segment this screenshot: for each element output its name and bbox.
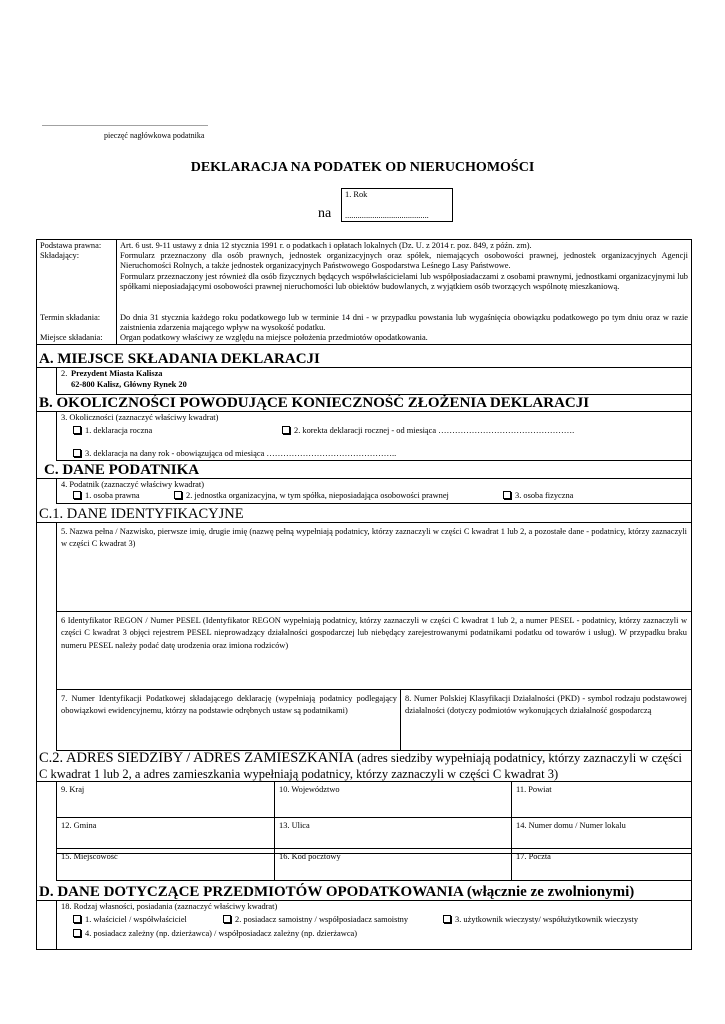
office-address: 62-800 Kalisz, Główny Rynek 20: [71, 380, 187, 389]
stamp-label: pieczęć nagłówkowa podatnika: [104, 131, 205, 140]
option-annual-label: 1. deklaracja roczna: [85, 426, 153, 435]
regon-pesel-field[interactable]: [56, 611, 692, 690]
option-independent-holder[interactable]: [223, 915, 408, 925]
pkd-field[interactable]: [400, 689, 692, 751]
postal-code-field[interactable]: [274, 848, 512, 881]
county-label: 11. Powiat: [516, 785, 552, 794]
skladajacy-text-1: Formularz przeznaczony dla osób prawnych, jednostek organizacyjnych oraz spółek, niemających osobowości prawnej, jednostek organizacyjnych Agencji Nieruchomości Rolnych, a także jednostek organizacyjnych Państwowego Gospodarstwa Leśnego Lasy Państwowe.: [120, 251, 688, 271]
miejsce-text: Organ podatkowy właściwy ze względu na miejsce położenia przedmiotów opodatkowania.: [120, 333, 428, 342]
skladajacy-label: Składający:: [40, 251, 80, 260]
voivodeship-label: 10. Województwo: [279, 785, 340, 794]
circumstances-field: [56, 411, 692, 461]
nip-label: 7. Numer Identyfikacji Podatkowej składającego deklarację (wypełniają podatnicy podlegający obowiązkowi ewidencyjnemu, którzy na podstawie odrębnych ustaw są podatnikami): [61, 694, 397, 715]
option-perpetual-user[interactable]: [443, 915, 638, 925]
section-a-title: A. MIEJSCE SKŁADANIA DEKLARACJI: [39, 351, 320, 367]
podstawa-label: Podstawa prawna:: [40, 241, 102, 250]
option-dependent-holder[interactable]: [73, 929, 357, 939]
year-field[interactable]: [341, 188, 453, 222]
option-organizational-unit-label: 2. jednostka organizacyjna, w tym spółka, nieposiadająca osobowości prawnej: [186, 491, 449, 500]
checkbox-icon[interactable]: [174, 491, 182, 499]
office-field: [56, 367, 692, 395]
section-b-title: B. OKOLICZNOŚCI POWODUJĄCE KONIECZNOŚĆ ZŁOŻENIA DEKLARACJI: [39, 395, 590, 411]
section-c1-title: C.1. DANE IDENTYFIKACYJNE: [39, 506, 244, 522]
miejsce-label: Miejsce składania:: [40, 333, 103, 342]
option-owner-label: 1. właściciel / współwłaściciel: [85, 915, 187, 924]
ownership-field: [56, 900, 692, 950]
option-current-year[interactable]: [73, 449, 396, 459]
podstawa-text: Art. 6 ust. 9-11 ustawy z dnia 12 stycznia 1991 r. o podatkach i opłatach lokalnych (Dz. U. z 2014 r. poz. 849, z późn. zm).: [120, 241, 532, 250]
option-annual[interactable]: [73, 426, 152, 436]
circumstances-label: 3. Okoliczności (zaznaczyć właściwy kwadrat): [61, 413, 219, 422]
section-c-title: C. DANE PODATNIKA: [44, 462, 200, 478]
termin-label: Termin składania:: [40, 313, 101, 322]
checkbox-icon[interactable]: [503, 491, 511, 499]
option-legal-person-label: 1. osoba prawna: [85, 491, 140, 500]
checkbox-icon[interactable]: [73, 426, 81, 434]
pkd-label: 8. Numer Polskiej Klasyfikacji Działalności (PKD) - symbol rodzaju podstawowej działalności (dotyczy podmiotów wykonujących działalność gospodarczą: [405, 694, 687, 715]
option-organizational-unit[interactable]: [174, 491, 449, 501]
checkbox-icon[interactable]: [73, 929, 81, 937]
info-divider: [116, 239, 117, 344]
checkbox-icon[interactable]: [282, 426, 290, 434]
section-c2-note-1: (adres siedziby wypełniają podatnicy, którzy zaznaczyli w części: [357, 751, 682, 765]
option-correction[interactable]: [282, 426, 574, 436]
checkbox-icon[interactable]: [443, 915, 451, 923]
country-label: 9. Kraj: [61, 785, 85, 794]
country-field[interactable]: [56, 781, 275, 818]
year-field-label: 1. Rok: [345, 190, 368, 199]
section-d-title: D. DANE DOTYCZĄCE PRZEDMIOTÓW OPODATKOWANIA (włącznie ze zwolnionymi): [39, 884, 635, 900]
office-name: Prezydent Miasta Kalisza: [71, 369, 163, 378]
regon-pesel-label: 6 Identyfikator REGON / Numer PESEL (Identyfikator REGON wypełniają podatnicy, którzy zaznaczyli w części C kwadrat 1 lub 2, a numer PESEL - podatnicy, którzy zaznaczyli w części C kwadrat 3 objęci rejestrem PESEL nieprowadzący działalności gospodarczej lub niebędący zarejestrowanymi podatnikami podatku od towarów i usług). W przypadku braku numeru PESEL należy podać datę urodzenia oraz imiona rodziców): [61, 616, 687, 650]
divider: [36, 344, 692, 345]
full-name-field[interactable]: [56, 522, 692, 612]
checkbox-icon[interactable]: [73, 491, 81, 499]
taxpayer-type-field: [56, 478, 692, 504]
section-c2-title-main: C.2. ADRES SIEDZIBY / ADRES ZAMIESZKANIA: [39, 750, 354, 766]
city-field[interactable]: [56, 848, 275, 881]
option-perpetual-user-label: 3. użytkownik wieczysty/ współużytkownik wieczysty: [455, 915, 639, 924]
page-title: DEKLARACJA NA PODATEK OD NIERUCHOMOŚCI: [190, 160, 535, 175]
nip-field[interactable]: [56, 689, 401, 751]
option-independent-holder-label: 2. posiadacz samoistny / współposiadacz samoistny: [235, 915, 409, 924]
post-office-label: 17. Poczta: [516, 852, 551, 861]
ownership-label: 18. Rodzaj własności, posiadania (zaznaczyć właściwy kwadrat): [61, 902, 278, 911]
checkbox-icon[interactable]: [73, 915, 81, 923]
taxpayer-type-label: 4. Podatnik (zaznaczyć właściwy kwadrat): [61, 480, 205, 489]
street-label: 13. Ulica: [279, 821, 310, 830]
option-correction-label: 2. korekta deklaracji rocznej - od miesiąca ………………………………………….: [294, 426, 575, 435]
option-natural-person[interactable]: [503, 491, 573, 501]
house-number-label: 14. Numer domu / Numer lokalu: [516, 821, 626, 830]
option-natural-person-label: 3. osoba fizyczna: [515, 491, 574, 500]
year-prefix: na: [318, 206, 332, 221]
post-office-field[interactable]: [511, 848, 692, 881]
section-c2-note-2: C kwadrat 1 lub 2, a adres zamieszkania wypełniają podatnicy, którzy zaznaczyli w części C kwadrat 3): [39, 767, 559, 781]
section-c2-title: [39, 750, 689, 766]
voivodeship-field[interactable]: [274, 781, 512, 818]
municipality-label: 12. Gmina: [61, 821, 97, 830]
full-name-label: 5. Nazwa pełna / Nazwisko, pierwsze imię, drugie imię (nazwę pełną wypełniają podatnicy, którzy zaznaczyli w części C kwadrat 1 lub 2, a pozostałe dane - podatnicy, którzy zaznaczyli w części C kwadrat 3): [61, 527, 687, 548]
city-label: 15. Miejscowość: [61, 852, 118, 861]
postal-code-label: 16. Kod pocztowy: [279, 852, 341, 861]
option-legal-person[interactable]: [73, 491, 140, 501]
termin-text: Do dnia 31 stycznia każdego roku podatkowego lub w terminie 14 dni - w przypadku powstania lub wygaśnięcia obowiązku podatkowego po tym dniu oraz w razie zaistnienia zdarzenia mającego wpływ na wysokość podatku.: [120, 313, 688, 333]
county-field[interactable]: [511, 781, 692, 818]
stamp-dots: ...................................................................................: [42, 119, 208, 128]
option-owner[interactable]: [73, 915, 187, 925]
option-dependent-holder-label: 4. posiadacz zależny (np. dzierżawca) / współposiadacz zależny (np. dzierżawca): [85, 929, 358, 938]
checkbox-icon[interactable]: [223, 915, 231, 923]
skladajacy-text-2: Formularz przeznaczony jest również dla osób fizycznych będących współwłaścicielami lub współposiadaczami z osobami prawnymi, jednostkami organizacyjnymi lub spółkami nieposiadającymi osobowości prawnej nieruchomości lub obiektów budowlanych, z wyjątkiem osób tworzących wspólnotę mieszkaniową.: [120, 272, 688, 292]
office-field-number: 2.: [61, 369, 68, 378]
checkbox-icon[interactable]: [73, 449, 81, 457]
year-field-dots: ........................................: [345, 211, 429, 220]
option-current-year-label: 3. deklaracja na dany rok - obowiązująca od miesiąca ………………………………………..: [85, 449, 397, 458]
